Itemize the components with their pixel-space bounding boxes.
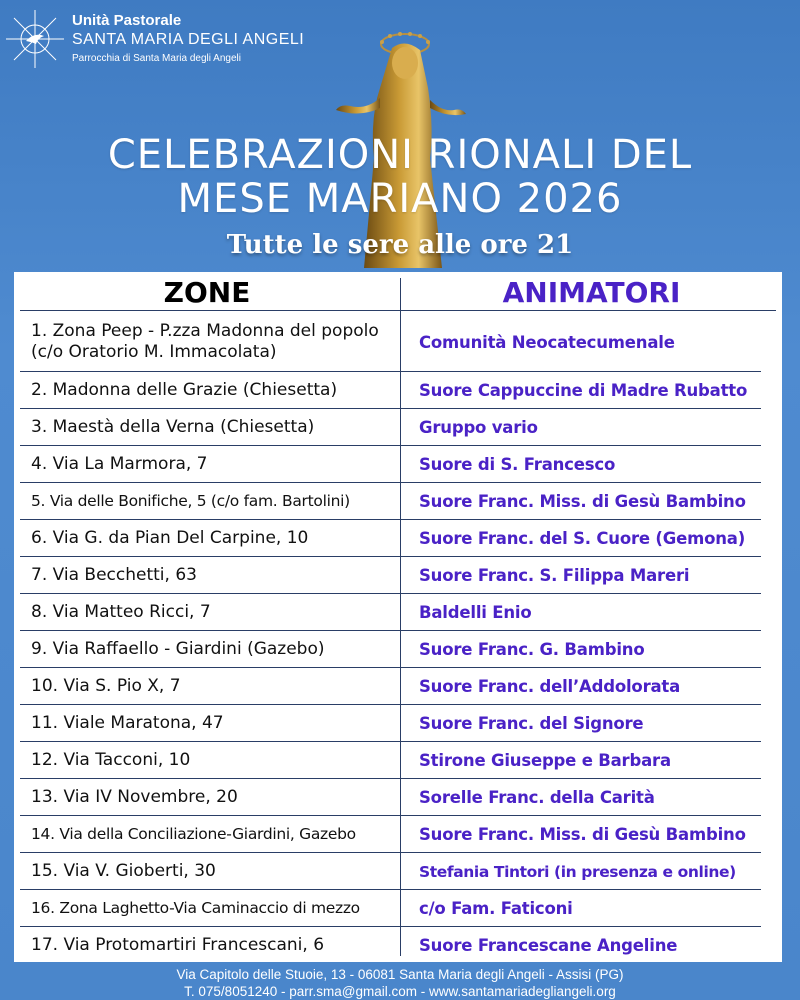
organization-name: Unità Pastorale bbox=[72, 12, 182, 29]
animatori-cell: Suore Franc. del S. Cuore (Gemona) bbox=[419, 529, 746, 548]
zone-column-header: ZONE bbox=[163, 276, 251, 309]
animatori-cell: Suore Franc. G. Bambino bbox=[419, 640, 645, 659]
zone-cell: 3. Maestà della Verna (Chiesetta) bbox=[31, 417, 315, 437]
animatori-cell: Stirone Giuseppe e Barbara bbox=[419, 751, 671, 770]
zone-cell: 17. Via Protomartiri Francescani, 6 bbox=[31, 935, 325, 955]
animatori-cell: Baldelli Enio bbox=[419, 603, 532, 622]
table-row bbox=[14, 594, 782, 631]
title-line-1: CELEBRAZIONI RIONALI DEL bbox=[107, 132, 693, 178]
table-row bbox=[14, 520, 782, 557]
zone-cell: 8. Via Matteo Ricci, 7 bbox=[31, 602, 211, 622]
footer bbox=[0, 966, 800, 1000]
animatori-cell: Suore Franc. Miss. di Gesù Bambino bbox=[419, 825, 746, 844]
zone-cell: 16. Zona Laghetto-Via Caminaccio di mezzo bbox=[31, 899, 360, 917]
zone-cell: 2. Madonna delle Grazie (Chiesetta) bbox=[31, 380, 338, 400]
animatori-cell: Gruppo vario bbox=[419, 418, 538, 437]
table-row bbox=[14, 631, 782, 668]
animatori-cell: Suore Franc. dell’Addolorata bbox=[419, 677, 681, 696]
organization-subname: SANTA MARIA DEGLI ANGELI bbox=[72, 31, 305, 49]
table-row bbox=[14, 705, 782, 742]
zone-cell: 14. Via della Conciliazione-Giardini, Gazebo bbox=[31, 825, 356, 843]
zone-cell: 11. Viale Maratona, 47 bbox=[31, 713, 224, 733]
organization-block bbox=[72, 12, 304, 64]
zone-cell: 15. Via V. Gioberti, 30 bbox=[31, 861, 216, 881]
zone-cell: 12. Via Tacconi, 10 bbox=[31, 750, 191, 770]
table-row bbox=[14, 853, 782, 890]
table-row bbox=[14, 668, 782, 705]
dove-star-icon bbox=[4, 8, 66, 70]
zone-cell: 7. Via Becchetti, 63 bbox=[31, 565, 197, 585]
zone-cell: 4. Via La Marmora, 7 bbox=[31, 454, 208, 474]
animatori-cell: Suore Franc. Miss. di Gesù Bambino bbox=[419, 492, 746, 511]
zone-cell: 5. Via delle Bonifiche, 5 (c/o fam. Bartolini) bbox=[31, 492, 350, 510]
animatori-column-header: ANIMATORI bbox=[502, 276, 681, 309]
title-line-2: MESE MARIANO 2026 bbox=[177, 176, 623, 222]
zone-cell: 6. Via G. da Pian Del Carpine, 10 bbox=[31, 528, 309, 548]
footer-address: Via Capitolo delle Stuoie, 13 - 06081 Santa Maria degli Angeli - Assisi (PG) bbox=[176, 967, 624, 982]
zone-cell: 10. Via S. Pio X, 7 bbox=[31, 676, 181, 696]
table-row bbox=[14, 446, 782, 483]
table-row bbox=[14, 312, 782, 372]
animatori-cell: Suore di S. Francesco bbox=[419, 455, 616, 474]
table-row bbox=[14, 557, 782, 594]
table-row bbox=[14, 779, 782, 816]
animatori-cell: Suore Franc. S. Filippa Mareri bbox=[419, 566, 690, 585]
footer-contacts: T. 075/8051240 - parr.sma@gmail.com - www.santamariadegliangeli.org bbox=[184, 984, 616, 999]
zone-cell: 1. Zona Peep - P.zza Madonna del popolo (c/o Oratorio M. Immacolata) bbox=[31, 321, 379, 362]
header-divider bbox=[20, 310, 776, 311]
zone-cell: 9. Via Raffaello - Giardini (Gazebo) bbox=[31, 639, 325, 659]
table-row bbox=[14, 372, 782, 409]
parish-name: Parrocchia di Santa Maria degli Angeli bbox=[72, 52, 241, 64]
animatori-cell: c/o Fam. Faticoni bbox=[419, 899, 573, 918]
animatori-cell: Sorelle Franc. della Carità bbox=[419, 788, 655, 807]
schedule-subtitle: Tutte le sere alle ore 21 bbox=[226, 230, 574, 260]
zone-cell: 13. Via IV Novembre, 20 bbox=[31, 787, 238, 807]
animatori-cell: Suore Francescane Angeline bbox=[419, 936, 678, 955]
animatori-cell: Suore Cappuccine di Madre Rubatto bbox=[419, 381, 748, 400]
table-row bbox=[14, 816, 782, 853]
table-row bbox=[14, 927, 782, 964]
animatori-cell: Comunità Neocatecumenale bbox=[419, 332, 675, 352]
table-row bbox=[14, 742, 782, 779]
table-row bbox=[14, 890, 782, 927]
animatori-cell: Stefania Tintori (in presenza e online) bbox=[419, 862, 736, 881]
table-row bbox=[14, 483, 782, 520]
page-title bbox=[0, 133, 800, 221]
zones-table bbox=[14, 272, 782, 962]
table-row bbox=[14, 409, 782, 446]
animatori-cell: Suore Franc. del Signore bbox=[419, 714, 644, 733]
